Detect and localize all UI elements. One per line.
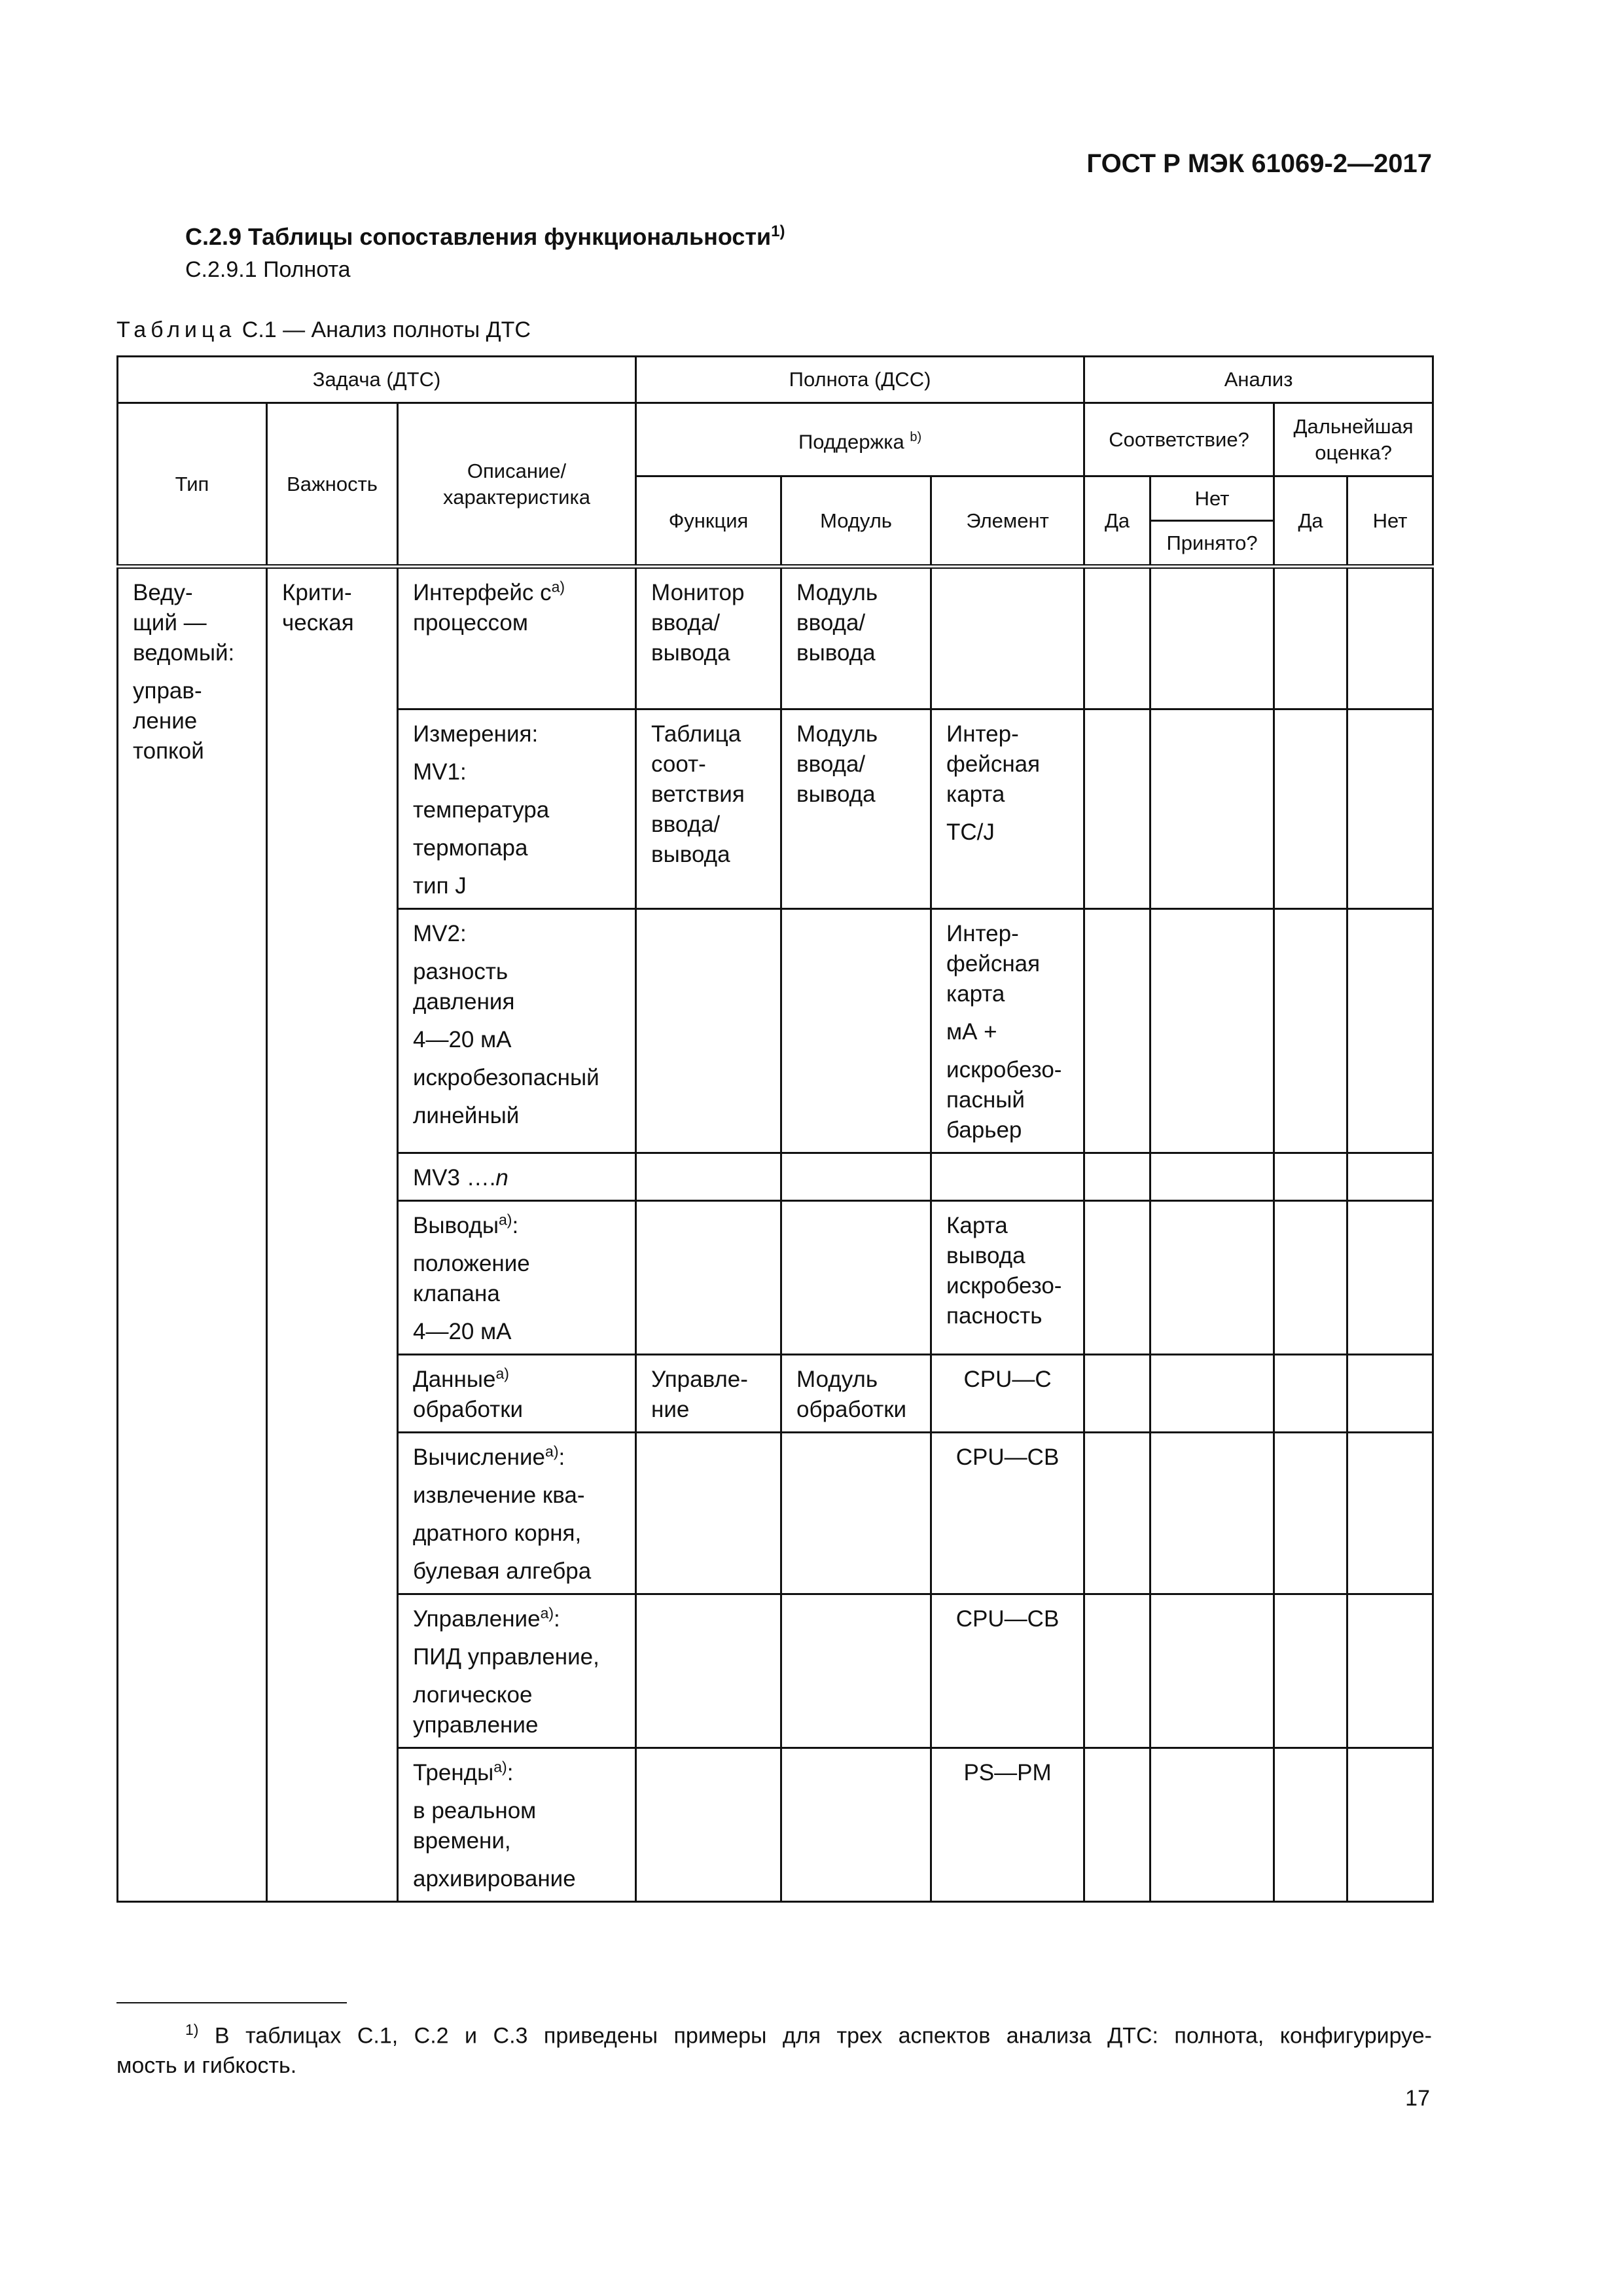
- compliance-no-cell: [1150, 709, 1274, 909]
- description-cell-line: разность: [413, 959, 508, 984]
- element-cell: [931, 709, 1084, 909]
- compliance-yes-cell: [1084, 1355, 1150, 1433]
- description-note: a): [540, 1604, 554, 1622]
- description-cell: [398, 1355, 636, 1433]
- module-cell-line: вывода: [796, 640, 876, 666]
- description-note: a): [551, 578, 565, 596]
- further-yes-cell: [1274, 909, 1347, 1153]
- description-cell-line: положение: [413, 1251, 530, 1276]
- description-cell-line: Вычисление$^{a)}$:: [413, 1443, 565, 1470]
- module-cell-line: Модуль: [796, 721, 878, 747]
- description-cell-line: Данные$^{a)}$: [413, 1365, 509, 1392]
- importance-cell-line: Крити-: [282, 580, 352, 605]
- header-support-note: b): [910, 429, 922, 444]
- type-cell-line: щий —: [133, 610, 207, 636]
- table-caption-label: Таблица: [116, 317, 236, 342]
- function-cell-line: вывода: [651, 640, 730, 666]
- module-cell: [781, 1201, 931, 1355]
- description-cell-line: линейный: [413, 1103, 520, 1128]
- header-element: Элемент: [931, 476, 1084, 567]
- element-cell: [931, 567, 1084, 709]
- type-cell: [118, 567, 267, 1902]
- element-cell-line: пасный: [946, 1087, 1025, 1113]
- subsection-title: С.2.9.1 Полнота: [185, 257, 351, 282]
- function-cell: [636, 1748, 781, 1902]
- further-yes-cell: [1274, 567, 1347, 709]
- compliance-no-cell: [1150, 567, 1274, 709]
- function-cell: [636, 1153, 781, 1201]
- type-cell-line: ведомый:: [133, 640, 235, 666]
- type-cell-line: Веду-: [133, 580, 193, 605]
- header-analysis: Анализ: [1084, 357, 1433, 403]
- description-note: a): [545, 1443, 559, 1460]
- header-accepted: Принято?: [1150, 521, 1274, 567]
- header-compliance: Соответствие?: [1084, 403, 1274, 476]
- table-row: [118, 567, 1433, 709]
- element-cell: [931, 1153, 1084, 1201]
- footnote-line-2: мость и гибкость.: [116, 2053, 297, 2079]
- type-cell-line: управ-: [133, 678, 202, 704]
- function-cell-line: ветствия: [651, 781, 745, 807]
- description-cell-line: давления: [413, 989, 515, 1014]
- function-cell: [636, 1594, 781, 1748]
- description-cell-line: термопара: [413, 835, 528, 861]
- header-function: Функция: [636, 476, 781, 567]
- description-cell-line: обработки: [413, 1397, 524, 1422]
- description-cell-line: архивирование: [413, 1866, 576, 1892]
- element-cell-line: Карта: [946, 1213, 1008, 1238]
- further-no-cell: [1347, 1201, 1433, 1355]
- compliance-no-cell: [1150, 1153, 1274, 1201]
- element-cell-line: CPU—C: [963, 1367, 1052, 1392]
- header-type: Тип: [118, 403, 267, 567]
- element-cell-line: искробезо-: [946, 1057, 1062, 1083]
- description-note: a): [493, 1758, 507, 1776]
- element-cell: [931, 1433, 1084, 1594]
- compliance-yes-cell: [1084, 1153, 1150, 1201]
- function-cell-line: соот-: [651, 751, 706, 777]
- module-cell: [781, 909, 931, 1153]
- page-number: 17: [1405, 2086, 1430, 2111]
- description-cell-line: дратного корня,: [413, 1520, 582, 1546]
- description-cell-line: Измерения:: [413, 721, 539, 747]
- header-module: Модуль: [781, 476, 931, 567]
- description-cell-line: управление: [413, 1712, 539, 1738]
- footnote-separator: [116, 2002, 347, 2003]
- description-cell: [398, 909, 636, 1153]
- description-cell-line: Управление$^{a)}$:: [413, 1604, 560, 1632]
- further-no-cell: [1347, 1594, 1433, 1748]
- function-cell: [636, 709, 781, 909]
- compliance-yes-cell: [1084, 1201, 1150, 1355]
- function-cell-line: ввода/: [651, 812, 721, 837]
- completeness-analysis-table: [116, 355, 1434, 1903]
- description-cell: [398, 1594, 636, 1748]
- element-cell-line: фейсная: [946, 951, 1041, 977]
- function-cell: [636, 567, 781, 709]
- description-cell: [398, 709, 636, 909]
- module-cell: [781, 1433, 931, 1594]
- further-yes-cell: [1274, 1153, 1347, 1201]
- function-cell-line: Монитор: [651, 580, 745, 605]
- module-cell: [781, 567, 931, 709]
- module-cell-line: Модуль: [796, 1367, 878, 1392]
- further-yes-cell: [1274, 1748, 1347, 1902]
- further-yes-cell: [1274, 1433, 1347, 1594]
- function-cell: [636, 1433, 781, 1594]
- function-cell-line: Управле-: [651, 1367, 748, 1392]
- module-cell: [781, 1355, 931, 1433]
- description-cell-line: процессом: [413, 610, 528, 636]
- module-cell: [781, 1153, 931, 1201]
- description-note: a): [498, 1211, 512, 1229]
- element-cell-line: барьер: [946, 1117, 1022, 1143]
- description-cell: [398, 1153, 636, 1201]
- compliance-no-cell: [1150, 1594, 1274, 1748]
- description-cell-line: времени,: [413, 1828, 511, 1854]
- element-cell: [931, 1748, 1084, 1902]
- header-support: Поддержка $^{b)}$: [636, 403, 1084, 476]
- header-task: Задача (ДТС): [118, 357, 636, 403]
- description-cell-line: 4—20 мА: [413, 1319, 512, 1344]
- description-cell-line: MV1:: [413, 759, 467, 785]
- description-cell-line: ПИД управление,: [413, 1644, 599, 1670]
- module-cell: [781, 1748, 931, 1902]
- table-caption: [116, 317, 531, 343]
- element-cell-line: фейсная: [946, 751, 1041, 777]
- further-no-cell: [1347, 1355, 1433, 1433]
- header-description: Описание/ характеристика: [398, 403, 636, 567]
- footnote-marker: 1): [185, 2021, 199, 2038]
- further-no-cell: [1347, 909, 1433, 1153]
- compliance-yes-cell: [1084, 1748, 1150, 1902]
- description-cell-line: MV3 ….n: [413, 1165, 508, 1191]
- footnote-line-1: $^{1)}$ В таблицах С.1, С.2 и С.3 приведены примеры для трех аспектов анализа ДТС: полнота, конфигурируе-: [185, 2021, 1432, 2049]
- description-cell-line: MV2:: [413, 921, 467, 946]
- compliance-no-cell: [1150, 1355, 1274, 1433]
- description-cell-line: Интерфейс $с^{a)}$: [413, 578, 565, 605]
- header-further-evaluation: Дальнейшая оценка?: [1274, 403, 1433, 476]
- function-cell-line: вывода: [651, 842, 730, 867]
- compliance-no-cell: [1150, 909, 1274, 1153]
- element-cell: [931, 1355, 1084, 1433]
- element-cell-line: PS—PM: [963, 1760, 1052, 1785]
- header-further-yes: Да: [1274, 476, 1347, 567]
- description-cell-line: извлечение ква-: [413, 1482, 585, 1508]
- further-no-cell: [1347, 567, 1433, 709]
- further-no-cell: [1347, 1748, 1433, 1902]
- type-cell-line: топкой: [133, 738, 204, 764]
- function-cell-line: ввода/: [651, 610, 721, 636]
- description-cell-line: булевая алгебра: [413, 1558, 592, 1584]
- element-cell-line: карта: [946, 981, 1005, 1007]
- description-cell: [398, 567, 636, 709]
- function-cell: [636, 1355, 781, 1433]
- module-cell-line: ввода/: [796, 751, 866, 777]
- module-cell-line: вывода: [796, 781, 876, 807]
- description-cell: [398, 1748, 636, 1902]
- description-cell-line: Тренды$^{a)}$:: [413, 1758, 514, 1785]
- module-cell-line: ввода/: [796, 610, 866, 636]
- description-cell-line: клапана: [413, 1281, 500, 1306]
- description-cell-line: логическое: [413, 1682, 533, 1708]
- module-cell: [781, 709, 931, 909]
- header-importance: Важность: [267, 403, 398, 567]
- function-cell-line: ние: [651, 1397, 690, 1422]
- header-no: Нет: [1150, 476, 1274, 521]
- further-yes-cell: [1274, 1594, 1347, 1748]
- function-cell-line: Таблица: [651, 721, 741, 747]
- description-cell-line: тип J: [413, 873, 467, 899]
- element-cell-line: искробезо-: [946, 1273, 1062, 1299]
- further-yes-cell: [1274, 1201, 1347, 1355]
- compliance-no-cell: [1150, 1433, 1274, 1594]
- element-cell-line: карта: [946, 781, 1005, 807]
- function-cell: [636, 909, 781, 1153]
- element-cell-line: мА +: [946, 1019, 997, 1045]
- further-yes-cell: [1274, 709, 1347, 909]
- further-no-cell: [1347, 1433, 1433, 1594]
- element-cell-line: пасность: [946, 1303, 1043, 1329]
- document-id: ГОСТ Р МЭК 61069-2—2017: [1086, 149, 1432, 178]
- footnote: [116, 2015, 1432, 2081]
- compliance-no-cell: [1150, 1748, 1274, 1902]
- header-row-2: [118, 403, 1433, 476]
- element-cell: [931, 1594, 1084, 1748]
- description-note: a): [495, 1365, 509, 1382]
- element-cell-line: CPU—CB: [955, 1444, 1060, 1470]
- description-cell-line: 4—20 мА: [413, 1027, 512, 1052]
- type-cell-line: ление: [133, 708, 198, 734]
- module-cell-line: обработки: [796, 1397, 907, 1422]
- header-further-no: Нет: [1347, 476, 1433, 567]
- header-completeness: Полнота (ДСС): [636, 357, 1084, 403]
- further-yes-cell: [1274, 1355, 1347, 1433]
- importance-cell-line: ческая: [282, 610, 354, 636]
- section-title: С.2.9 Таблицы сопоставления функциональности$^{1)}$: [185, 223, 785, 250]
- compliance-yes-cell: [1084, 709, 1150, 909]
- importance-cell: [267, 567, 398, 1902]
- module-cell: [781, 1594, 931, 1748]
- header-row-1: [118, 357, 1433, 403]
- module-cell-line: Модуль: [796, 580, 878, 605]
- table-caption-text: С.1 — Анализ полноты ДТС: [236, 317, 531, 342]
- compliance-yes-cell: [1084, 1594, 1150, 1748]
- description-cell: [398, 1201, 636, 1355]
- element-cell: [931, 1201, 1084, 1355]
- compliance-yes-cell: [1084, 567, 1150, 709]
- element-cell: [931, 909, 1084, 1153]
- element-cell-line: CPU—CB: [955, 1606, 1060, 1632]
- compliance-yes-cell: [1084, 909, 1150, 1153]
- further-no-cell: [1347, 709, 1433, 909]
- description-cell-line: в реальном: [413, 1798, 537, 1823]
- element-cell-line: вывода: [946, 1243, 1026, 1268]
- element-cell-line: TC/J: [946, 819, 995, 845]
- description-cell-line: температура: [413, 797, 550, 823]
- compliance-yes-cell: [1084, 1433, 1150, 1594]
- element-cell-line: Интер-: [946, 921, 1019, 946]
- description-cell-line: искробезопасный: [413, 1065, 599, 1090]
- element-cell-line: Интер-: [946, 721, 1019, 747]
- section-title-note: 1): [771, 223, 785, 240]
- description-cell: [398, 1433, 636, 1594]
- compliance-no-cell: [1150, 1201, 1274, 1355]
- description-cell-line: Выводы$^{a)}$:: [413, 1211, 519, 1238]
- function-cell: [636, 1201, 781, 1355]
- header-yes: Да: [1084, 476, 1150, 567]
- further-no-cell: [1347, 1153, 1433, 1201]
